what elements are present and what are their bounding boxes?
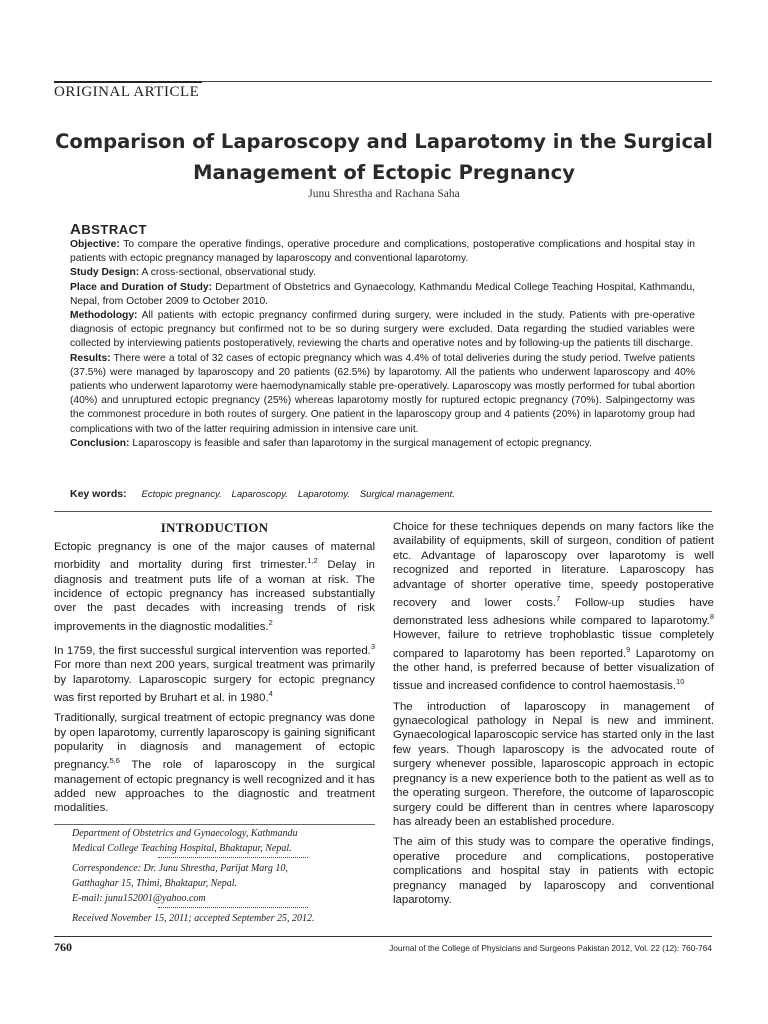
abstract-body <box>70 238 695 451</box>
abstract-design <box>70 266 695 280</box>
abstract-methodology <box>70 309 695 352</box>
objective-text: To compare the operative findings, operative procedure and complications, postoperative complications and hospital stay in patients with ectopic pregnancy managed by laparoscopy and conventional laparotomy. <box>70 239 695 265</box>
results-text: There were a total of 32 cases of ectopic pregnancy which was 4.4% of total deliveries during the study period. Twelve patients (37.5%) were managed by laparoscopy and 20 patients (62.5%) by laparotomy. All the patients who underwent laparoscopy and 40% patients who underwent laparotomy were haemodynamically stable pre-operatively. Laparoscopy was mostly performed for tubal abortion (40%) and unruptured ectopic pregnancy (25%) whereas laparotomy mostly for ruptured ectopic pregnancy (70%). Salpingectomy was the commonest procedure in both routes of surgery. One patient in the laparoscopy group and 4 patients (20%) in laparotomy group had complications with two of the latter requiring admission in intensive care unit. <box>70 352 695 435</box>
methodology-label: Methodology: <box>70 310 138 322</box>
keyword-item: Surgical management. <box>359 489 455 500</box>
design-label: Study Design: <box>70 267 140 279</box>
paragraph: Traditionally, surgical treatment of ectopic pregnancy was done by open laparotomy, currently laparoscopy is gaining significant popularity in diagnosis and management of ectopic pregnancy.$^{5,6}$ The role of laparoscopy in the surgical management of ectopic pregnancy is well recognized and it has added new approaches to the diagnostic and treatment modalities. <box>54 712 375 815</box>
correspondence-line: Gatthaghar 15, Thimi, Bhaktapur, Nepal. <box>72 878 238 889</box>
abstract-heading-rest: BSTRACT <box>81 222 147 237</box>
design-text: A cross-sectional, observational study. <box>141 267 316 279</box>
title-line-2: Management of Ectopic Pregnancy <box>193 161 575 184</box>
dept-line: Department of Obstetrics and Gynaecology, Kathmandu <box>72 828 298 839</box>
conclusion-text: Laparoscopy is feasible and safer than laparotomy in the surgical management of ectopic pregnancy. <box>132 437 592 449</box>
affiliation-block <box>72 826 372 926</box>
correspondence-line: Correspondence: Dr. Junu Shrestha, Parijat Marg 10, <box>72 863 288 874</box>
paragraph: The introduction of laparoscopy in management of gynaecological pathology in Nepal is new and imminent. Gynaecological laparoscopic service has started only in the last few years. Though laparoscopy is the advocated route of surgery whenever possible, laparoscopic approach in ectopic pregnancy is a new experience both to the patient as well as to the operating surgeon. Therefore, the outcome of laparoscopic surgery could be different than in centres where laparoscopy has already been an established procedure. <box>393 700 714 828</box>
title-line-1: Comparison of Laparoscopy and Laparotomy in the Surgical <box>55 130 713 153</box>
header-rule-accent <box>54 81 202 83</box>
paragraph: In 1759, the first successful surgical intervention was reported.$^3$ For more than next 200 years, surgical treatment was primarily by laparotomy. Laparoscopic surgery for ectopic pregnancy was first reported by Bruhart et al. in 1980.$^4$ <box>54 642 375 704</box>
methodology-text: All patients with ectopic pregnancy confirmed during surgery, were included in the study. Patients with pre-operative diagnosis of ectopic pregnancy but confirmed not to be so during surgery were excluded. Data regarding the studied variables were collected by interviewing patients postoperatively, reviewing the charts and operative notes and by following-up the patients till discharge. <box>70 310 696 350</box>
paragraph: Ectopic pregnancy is one of the major causes of maternal morbidity and mortality during first trimester.$^{1,2}$ Delay in diagnosis and treatment puts life of a woman at risk. The incidence of ectopic pregnancy has increased substantially over the past decades with increasing trends of risk improvements in the diagnostic modalities.$^2$ <box>54 541 375 633</box>
dept-line: Medical College Teaching Hospital, Bhaktapur, Nepal. <box>72 843 292 854</box>
abstract-results <box>70 352 695 437</box>
objective-label: Objective: <box>70 239 120 250</box>
results-label: Results: <box>70 352 111 364</box>
received-line: Received November 15, 2011; accepted September 25, 2012. <box>72 913 315 924</box>
keyword-item: Ectopic pregnancy. <box>141 489 222 500</box>
paragraph: Choice for these techniques depends on many factors like the availability of equipments, skill of surgeon, condition of patient etc. Advantage of laparoscopy over laparotomy is well recognized and reported in literature. Laparoscopy has advantage of shorter operative time, speedy postoperative recovery and lower costs.$^7$ Follow-up studies have demonstrated less adhesions while compared to laparotomy.$^8$ However, failure to retrieve trophoblastic tissue completely compared to laparotomy has been reported.$^9$ Laparotomy on the other hand, is preferred because of better visualization of tissue and increased confidence to control haemostasis.$^{10}$ <box>393 521 715 693</box>
section-label: ORIGINAL ARTICLE <box>54 84 200 100</box>
abstract-conclusion <box>70 437 695 451</box>
abstract-place <box>70 281 695 309</box>
place-text: Department of Obstetrics and Gynaecology, Kathmandu Medical College Teaching Hospital, Kathmandu, Nepal, from October 2009 to October 2010. <box>70 281 695 307</box>
keyword-item: Laparotomy. <box>297 489 350 500</box>
footer-rule <box>54 936 712 937</box>
dotted-separator <box>158 857 308 858</box>
email-line: E-mail: junu152001@yahoo.com <box>72 893 206 904</box>
abstract-objective <box>70 238 695 266</box>
abstract-heading <box>70 221 147 238</box>
keywords-rule <box>54 511 712 512</box>
dotted-separator <box>158 907 308 908</box>
abstract-heading-initial: A <box>70 221 82 238</box>
conclusion-label: Conclusion: <box>70 437 130 449</box>
keywords <box>70 488 462 500</box>
keyword-item: Laparoscopy. <box>231 489 288 500</box>
place-label: Place and Duration of Study: <box>70 281 213 293</box>
journal-citation: Journal of the College of Physicians and Surgeons Pakistan 2012, Vol. 22 (12): 760-764 <box>389 943 712 953</box>
left-column <box>54 520 375 822</box>
authors: Junu Shrestha and Rachana Saha <box>308 188 460 200</box>
article-title <box>54 126 714 188</box>
keywords-label: Key words: <box>70 488 127 500</box>
paragraph: The aim of this study was to compare the operative findings, operative procedure and complications, postoperative complications and hospital stay in patients with ectopic pregnancy managed by laparoscopy and conventional laparotomy. <box>393 836 714 906</box>
page-number: 760 <box>54 940 72 954</box>
introduction-heading: INTRODUCTION <box>160 520 269 535</box>
affiliation-rule <box>54 824 375 825</box>
right-column <box>393 520 714 913</box>
